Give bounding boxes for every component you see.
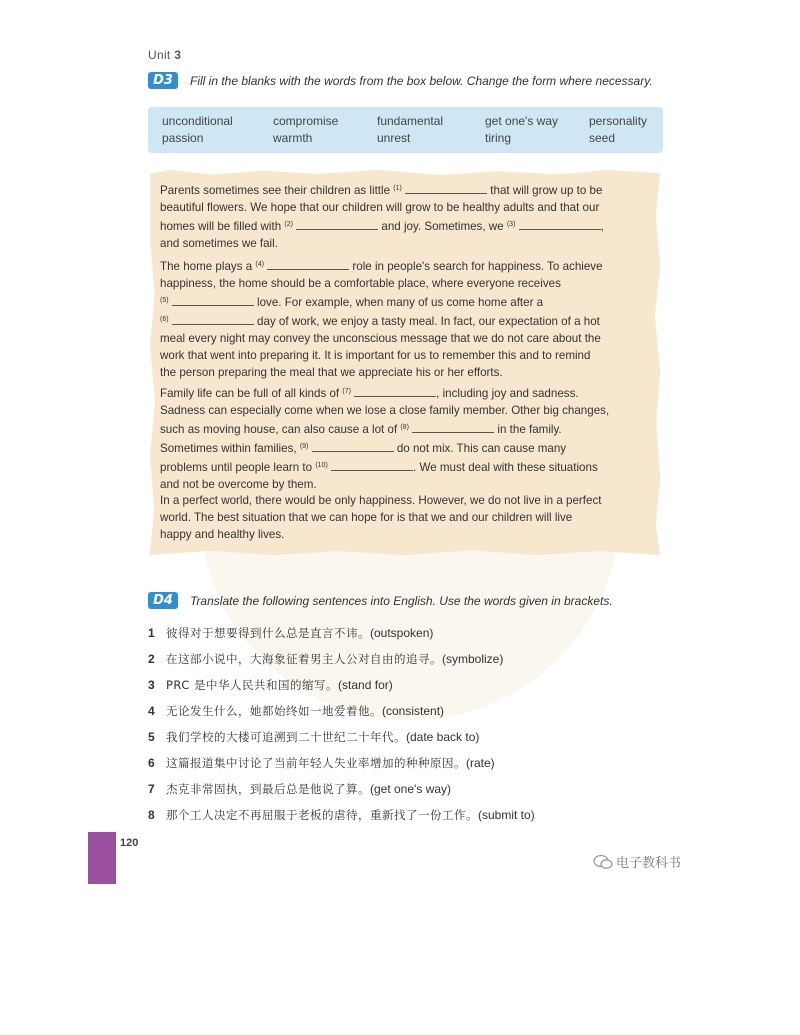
blank-3[interactable]	[519, 219, 601, 230]
translation-item: 5 我们学校的大楼可追溯到二十世纪二十年代。(date back to)	[148, 730, 480, 744]
word-item: compromise	[273, 114, 339, 128]
word-item: unconditional	[162, 114, 233, 128]
blank-8[interactable]	[412, 422, 494, 433]
translation-item: 7 杰克非常固执，到最后总是他说了算。(get one's way)	[148, 782, 451, 796]
blank-4[interactable]	[267, 259, 349, 270]
word-item: warmth	[273, 131, 313, 145]
translation-item: 8 那个工人决定不再屈服于老板的虐待，重新找了一份工作。(submit to)	[148, 808, 535, 822]
word-item: seed	[589, 131, 616, 145]
blank-1[interactable]	[405, 183, 487, 194]
chat-bubble-icon	[593, 854, 613, 870]
blank-2[interactable]	[296, 219, 378, 230]
blank-5[interactable]	[172, 295, 254, 306]
page-number: 120	[120, 837, 139, 849]
passage-paragraph-1: Parents sometimes see their children as little $^{(1)}$ that will grow up to be beautiful flowers. We hope that our children will grow to be healthy adults and that our homes will be filled with $^{(2)}$ and joy. Sometimes, we $^{(3)}$ , and sometimes we fail.	[160, 184, 604, 250]
source-credit: 电子教科书	[593, 852, 681, 871]
translation-list	[148, 624, 535, 832]
translation-item: 2 在这部小说中，大海象征着男主人公对自由的追寻。(symbolize)	[148, 652, 504, 666]
blank-9[interactable]	[312, 441, 394, 452]
d3-badge: D3	[148, 72, 178, 89]
translation-item: 3 PRC 是中华人民共和国的缩写。(stand for)	[148, 678, 393, 692]
d4-badge: D4	[148, 592, 178, 609]
word-item: get one's way	[485, 114, 559, 128]
d3-instruction: Fill in the blanks with the words from the box below. Change the form where necessary.	[190, 74, 653, 88]
blank-6[interactable]	[172, 314, 254, 325]
word-item: passion	[162, 131, 204, 145]
passage-paragraph-2: The home plays a $^{(4)}$ role in people's search for happiness. To achieve happiness, the home should be a comfortable place, where everyone receives $^{(5)}$ love. For example, when many of us come home after a $^{(6)}$ day of work, we enjoy a tasty meal. In fact, our expectation of a hot meal every night may convey the unconscious message that we do not care about the work that went into preparing it. It is important for us to remember this and to remind the person preparing the meal that we appreciate his or her efforts.	[160, 260, 603, 379]
page-color-bar	[88, 832, 116, 884]
word-item: tiring	[485, 131, 512, 145]
translation-item: 1 彼得对于想要得到什么总是直言不讳。(outspoken)	[148, 626, 434, 640]
d4-instruction: Translate the following sentences into English. Use the words given in brackets.	[190, 594, 613, 608]
word-item: fundamental	[377, 114, 444, 128]
blank-10[interactable]	[331, 460, 413, 471]
word-item: unrest	[377, 131, 411, 145]
translation-item: 6 这篇报道集中讨论了当前年轻人失业率增加的种种原因。(rate)	[148, 756, 495, 770]
translation-item: 4 无论发生什么，她都始终如一地爱着他。(consistent)	[148, 704, 445, 718]
word-box	[148, 107, 663, 153]
unit-label: Unit 3	[148, 48, 182, 62]
passage-paragraph-3: Family life can be full of all kinds of $^{(7)}$ , including joy and sadness. Sadness can especially come when we lose a close family member. Other big changes, such as moving house, can also cause a lot of $^{(8)}$ in the family. Sometimes within families, $^{(9)}$ do not mix. This can cause many problems until people learn to $^{(10)}$ . We must deal with these situations and not be overcome by them.	[160, 387, 610, 491]
passage-paragraph-4: In a perfect world, there would be only happiness. However, we do not live in a perfect world. The best situation that we can hope for is that we and our children will live happy and healthy lives.	[160, 494, 602, 541]
blank-7[interactable]	[354, 386, 436, 397]
word-item: personality	[589, 114, 648, 128]
